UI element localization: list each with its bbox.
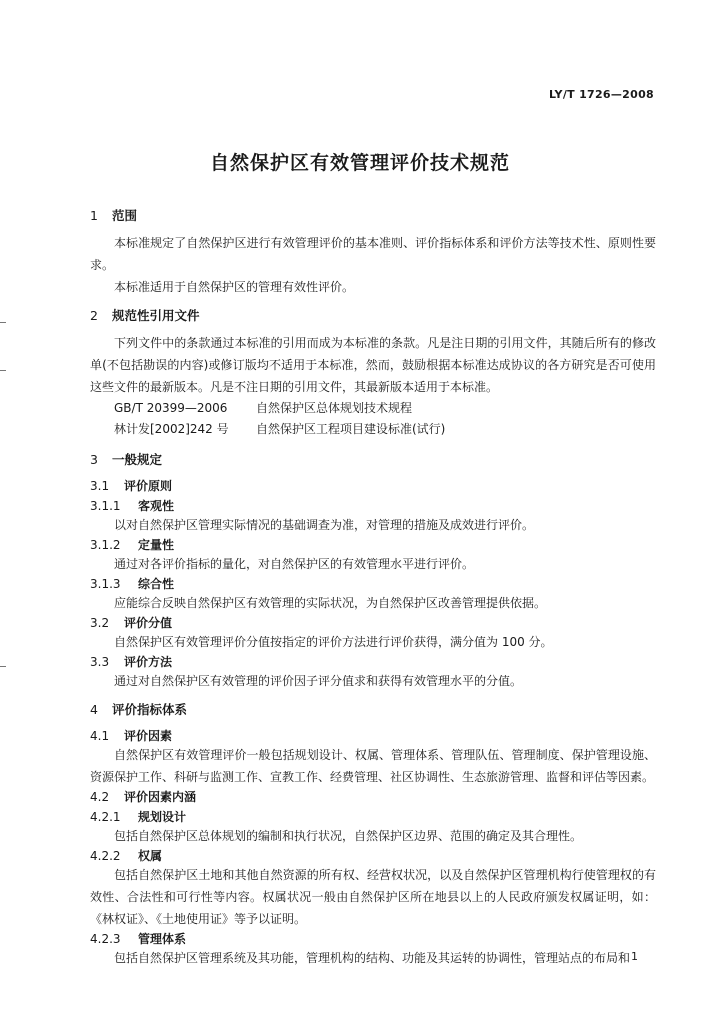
clause-title: 综合性 [138,577,175,591]
section-title: 范围 [112,208,138,223]
subsection-number: 3.1 [90,479,110,493]
paragraph: 本标准规定了自然保护区进行有效管理评价的基本准则、评价指标体系和评价方法等技术性、原则性要求。 [90,236,656,272]
clause-number: 3.1.3 [90,577,121,591]
paragraph: 包括自然保护区总体规划的编制和执行状况，自然保护区边界、范围的确定及其合理性。 [114,829,583,843]
clause-heading [90,808,656,825]
subsection-title: 评价因素内涵 [124,790,197,804]
document-body [90,206,656,969]
section-number: 3 [90,452,98,467]
paragraph: 应能综合反映自然保护区有效管理的实际状况，为自然保护区改善管理提供依据。 [114,596,547,610]
clause-number: 3.1.2 [90,538,121,552]
clause-number: 4.2.3 [90,932,121,946]
section-title: 规范性引用文件 [112,308,200,323]
scan-edge-mark [0,322,6,323]
subsection-heading [90,788,656,805]
section-heading [90,306,656,324]
paragraph: 下列文件中的条款通过本标准的引用而成为本标准的条款。凡是注日期的引用文件，其随后所有的修改单(不包括勘误的内容)或修订版均不适用于本标准，然而，鼓励根据本标准达成协议的各方研究是否可使用这些文件的最新版本。凡是不注日期的引用文件，其最新版本适用于本标准。 [90,336,656,394]
clause-number: 4.2.2 [90,849,121,863]
page-number: 1 [631,950,638,963]
subsection-number: 3.3 [90,655,110,669]
subsection-number: 4.1 [90,729,110,743]
subsection-title: 评价分值 [124,616,173,630]
paragraph: 包括自然保护区土地和其他自然资源的所有权、经营权状况，以及自然保护区管理机构行使管理权的有效性、合法性和可行性等内容。权属状况一般由自然保护区所在地县以上的人民政府颁发权属证明，如：《林权证》、《土地使用证》等予以证明。 [90,868,656,926]
subsection-title: 评价原则 [124,479,173,493]
scan-edge-mark [0,370,6,371]
subsection-heading [90,653,656,670]
section-heading [90,450,656,468]
subsection-title: 评价方法 [124,655,173,669]
subsection-title: 评价因素 [124,729,173,743]
reference-code: 林计发[2002]242 号 [114,422,229,436]
section-number: 4 [90,702,98,717]
paragraph: 以对自然保护区管理实际情况的基础调查为准，对管理的措施及成效进行评价。 [114,518,535,532]
section-title: 评价指标体系 [112,702,188,717]
standard-code: LY/T 1726—2008 [548,88,654,101]
scan-edge-mark [0,666,6,667]
section-heading [90,700,656,718]
paragraph: 本标准适用于自然保护区的管理有效性评价。 [114,280,355,294]
reference-item [90,419,656,440]
subsection-number: 3.2 [90,616,110,630]
paragraph: 自然保护区有效管理评价一般包括规划设计、权属、管理体系、管理队伍、管理制度、保护管理设施、资源保护工作、科研与监测工作、宣教工作、经费管理、社区协调性、生态旅游管理、监督和评估等因素。 [90,748,656,784]
paragraph: 包括自然保护区管理系统及其功能，管理机构的结构、功能及其运转的协调性，管理站点的布局和 [114,951,631,965]
subsection-heading [90,477,656,494]
section-number: 2 [90,308,98,323]
clause-number: 4.2.1 [90,810,121,824]
subsection-heading [90,727,656,744]
clause-title: 定量性 [138,538,175,552]
reference-name: 自然保护区总体规划技术规程 [256,401,413,415]
document-title: 自然保护区有效管理评价技术规范 [209,152,510,174]
section-title: 一般规定 [112,452,163,467]
reference-item [90,398,656,419]
clause-title: 管理体系 [138,932,187,946]
subsection-heading [90,614,656,631]
clause-heading [90,575,656,592]
clause-number: 3.1.1 [90,499,121,513]
section-heading [90,206,656,224]
clause-heading [90,847,656,864]
clause-title: 客观性 [138,499,175,513]
clause-heading [90,536,656,553]
subsection-number: 4.2 [90,790,110,804]
paragraph: 自然保护区有效管理评价分值按指定的评价方法进行评价获得，满分值为 100 分。 [114,635,553,649]
section-number: 1 [90,208,98,223]
reference-name: 自然保护区工程项目建设标准(试行) [256,422,446,436]
clause-heading [90,497,656,514]
clause-title: 权属 [138,849,163,863]
reference-code: GB/T 20399—2006 [114,401,228,415]
clause-title: 规划设计 [138,810,187,824]
paragraph: 通过对各评价指标的量化，对自然保护区的有效管理水平进行评价。 [114,557,475,571]
clause-heading [90,930,656,947]
paragraph: 通过对自然保护区有效管理的评价因子评分值求和获得有效管理水平的分值。 [114,674,523,688]
